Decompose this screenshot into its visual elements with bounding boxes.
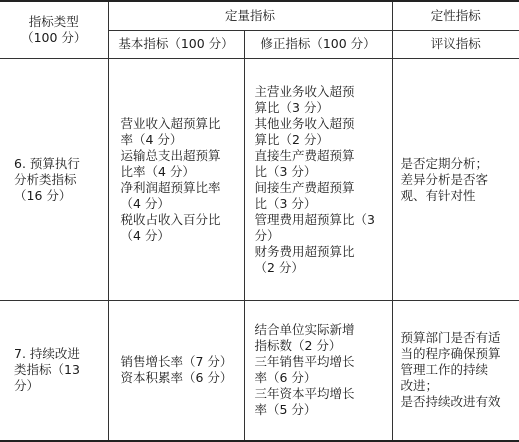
type-line: 6. 预算执行	[14, 155, 80, 171]
basic-line: 营业收入超预算比	[120, 115, 221, 131]
basic-line: 销售增长率（7 分）	[120, 354, 233, 370]
modified-indicator-cell	[244, 59, 392, 301]
modified-line: 三年资本平均增长	[254, 386, 355, 402]
modified-line: 直接生产费超预算	[254, 147, 355, 163]
modified-line: 管理费用超预算比（3 分）	[254, 211, 375, 243]
modified-line: （2 分）	[254, 259, 304, 275]
modified-line: 其他业务收入超预	[254, 115, 355, 131]
basic-line: 运输总支出超预算	[120, 147, 221, 163]
modified-line: 间接生产费超预算	[254, 179, 355, 195]
modified-line: 算比（3 分）	[254, 99, 329, 115]
header-quantitative-cell	[108, 1, 392, 30]
header-modified-cell	[244, 30, 392, 59]
header-quantitative-title: 定量指标	[225, 7, 276, 23]
type-line: 7. 持续改进	[14, 346, 80, 362]
type-line: （16 分）	[14, 187, 72, 203]
header-evaluation-cell	[392, 30, 519, 59]
indicator-type-cell	[0, 59, 108, 301]
basic-line: 净利润超预算比率	[120, 179, 221, 195]
header-basic-cell	[108, 30, 244, 59]
evaluation-line: 预算部门是否有适	[400, 330, 501, 346]
table-row	[0, 59, 519, 301]
header-modified-title: 修正指标（100 分）	[260, 36, 376, 52]
modified-indicator-cell	[244, 301, 392, 441]
type-line: 分）	[14, 378, 40, 394]
basic-line: 资本积累率（6 分）	[120, 370, 233, 386]
evaluation-line: 管理工作的持续	[400, 362, 489, 378]
basic-line: 比率（4 分）	[120, 163, 195, 179]
modified-line: 结合单位实际新增	[254, 322, 355, 338]
table-row	[0, 301, 519, 441]
modified-line: 比（3 分）	[254, 163, 317, 179]
evaluation-line: 是否持续改进有效	[400, 394, 501, 410]
type-line: 分析类指标	[14, 171, 77, 187]
modified-line: 算比（2 分）	[254, 131, 329, 147]
evaluation-line: 改进；	[400, 378, 439, 394]
indicator-type-cell	[0, 301, 108, 441]
header-row-top	[0, 1, 519, 30]
basic-line: 税收占收入百分比（4 分）	[120, 211, 221, 243]
evaluation-line: 观、有针对性	[400, 187, 476, 203]
header-basic-title: 基本指标（100 分）	[118, 36, 234, 52]
basic-line: （4 分）	[120, 195, 170, 211]
modified-line: 财务费用超预算比	[254, 243, 355, 259]
basic-indicator-cell	[108, 59, 244, 301]
evaluation-indicator-cell	[392, 301, 519, 441]
basic-indicator-cell	[108, 301, 244, 441]
header-qualitative-title: 定性指标	[430, 7, 481, 23]
evaluation-indicator-cell	[392, 59, 519, 301]
type-line: 类指标（13	[14, 362, 80, 378]
header-evaluation-title: 评议指标	[430, 36, 481, 52]
header-indicator-type-title: 指标类型	[28, 14, 79, 29]
modified-line: 率（5 分）	[254, 402, 317, 418]
evaluation-line: 是否定期分析；	[400, 155, 489, 171]
modified-line: 三年销售平均增长	[254, 354, 355, 370]
evaluation-line: 差异分析是否客	[400, 171, 489, 187]
modified-line: 主营业务收入超预	[254, 83, 355, 99]
modified-line: 指标数（2 分）	[254, 338, 342, 354]
header-indicator-type-cell	[0, 1, 108, 59]
modified-line: 率（6 分）	[254, 370, 317, 386]
basic-line: 率（4 分）	[120, 131, 183, 147]
modified-line: 比（3 分）	[254, 195, 317, 211]
header-qualitative-cell	[392, 1, 519, 30]
header-indicator-type-points: （100 分）	[21, 30, 87, 45]
evaluation-line: 当的程序确保预算	[400, 346, 501, 362]
